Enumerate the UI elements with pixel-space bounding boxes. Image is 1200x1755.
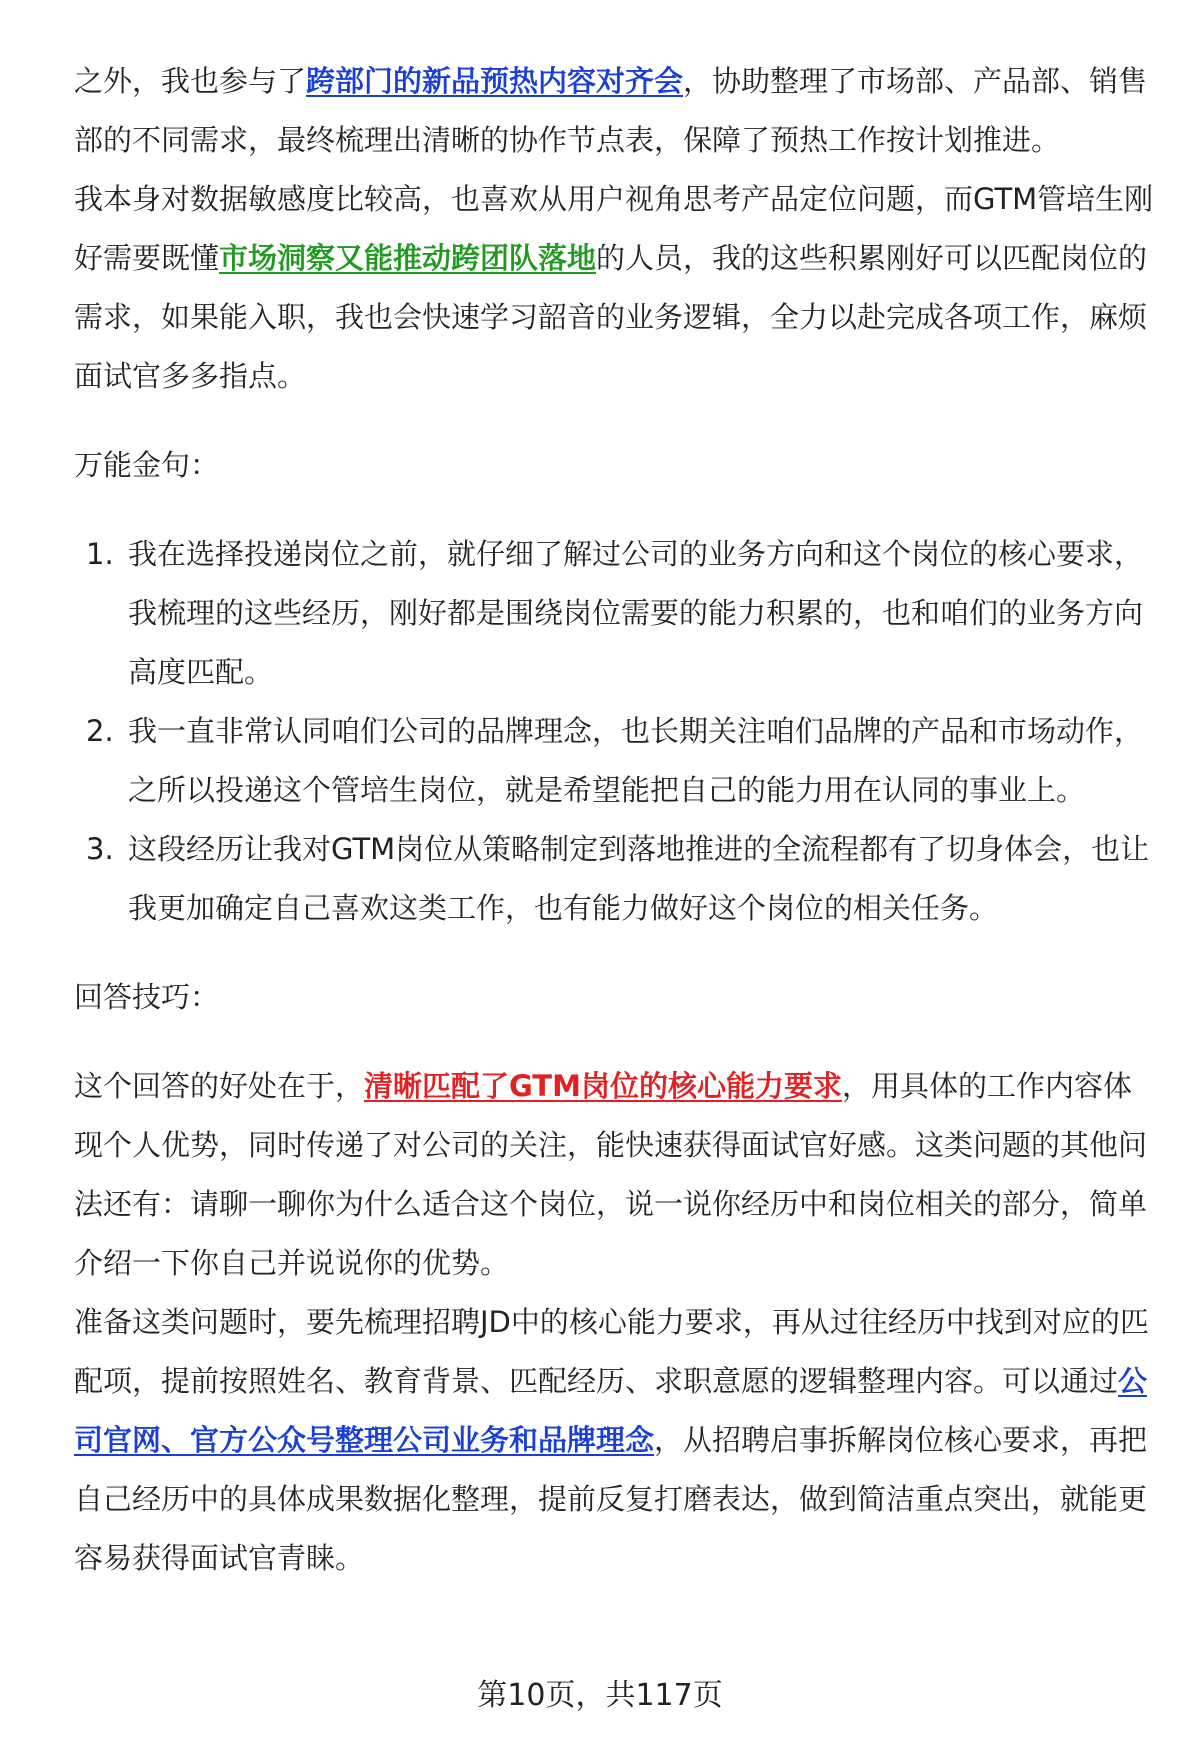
highlight-market-insight: 市场洞察又能推动跨团队落地 bbox=[219, 241, 597, 275]
text-segment: ，从招聘启事拆解岗位核心要求，再把自己经历中的具体成果数据化整理，提前反复打磨表达，做到简洁重点突出，就能更容易获得面试官青睐。 bbox=[74, 1423, 1148, 1575]
list-item-text: 我一直非常认同咱们公司的品牌理念，也长期关注咱们品牌的产品和市场动作，之所以投递这个管培生岗位，就是希望能把自己的能力用在认同的事业上。 bbox=[128, 714, 1144, 807]
highlight-company-research: 公司官网、官方公众号整理公司业务和品牌理念 bbox=[74, 1364, 1148, 1457]
text-segment: 这个回答的好处在于， bbox=[74, 1069, 365, 1103]
text-segment: ，用具体的工作内容体现个人优势，同时传递了对公司的关注，能快速获得面试官好感。这类问题的其他问法还有：请聊一聊你为什么适合这个岗位，说一说你经历中和岗位相关的部分，简单介绍一下你自己并说说你的优势。 bbox=[74, 1069, 1148, 1280]
list-number: 1. bbox=[86, 537, 114, 571]
golden-sentences-list bbox=[74, 525, 1156, 938]
list-item-text: 这段经历让我对GTM岗位从策略制定到落地推进的全流程都有了切身体会，也让我更加确定自己喜欢这类工作，也有能力做好这个岗位的相关任务。 bbox=[128, 832, 1150, 925]
page-number: 第10页，共117页 bbox=[477, 1678, 723, 1713]
list-item bbox=[74, 525, 1156, 702]
paragraph-cross-dept bbox=[74, 52, 1156, 170]
answer-tips-heading: 回答技巧： bbox=[74, 980, 220, 1014]
text-segment: 的人员，我的这些积累刚好可以匹配岗位的需求，如果能入职，我也会快速学习韶音的业务逻辑，全力以赴完成各项工作，麻烦面试官多多指点。 bbox=[74, 241, 1148, 393]
text-segment: 之外，我也参与了 bbox=[74, 64, 307, 98]
text-segment: 我本身对数据敏感度比较高，也喜欢从用户视角思考产品定位问题，而GTM管培生刚好需要既懂 bbox=[74, 182, 1154, 275]
list-number: 3. bbox=[86, 832, 114, 866]
text-segment: 准备这类问题时，要先梳理招聘JD中的核心能力要求，再从过往经历中找到对应的匹配项，提前按照姓名、教育背景、匹配经历、求职意愿的逻辑整理内容。可以通过 bbox=[74, 1305, 1149, 1398]
document-body bbox=[74, 52, 1156, 1588]
text-segment: ，协助整理了市场部、产品部、销售部的不同需求，最终梳理出清晰的协作节点表，保障了预热工作按计划推进。 bbox=[74, 64, 1148, 157]
list-item bbox=[74, 820, 1156, 938]
list-number: 2. bbox=[86, 714, 114, 748]
paragraph-preparation bbox=[74, 1293, 1156, 1588]
highlight-core-ability: 清晰匹配了GTM岗位的核心能力要求 bbox=[364, 1069, 842, 1103]
list-item-text: 我在选择投递岗位之前，就仔细了解过公司的业务方向和这个岗位的核心要求，我梳理的这些经历，刚好都是围绕岗位需要的能力积累的，也和咱们的业务方向高度匹配。 bbox=[128, 537, 1144, 689]
paragraph-data-sensitivity bbox=[74, 170, 1156, 406]
golden-sentences-heading: 万能金句： bbox=[74, 448, 220, 482]
paragraph-answer-benefits bbox=[74, 1057, 1156, 1293]
list-item bbox=[74, 702, 1156, 820]
highlight-cross-dept-meeting: 跨部门的新品预热内容对齐会 bbox=[306, 64, 684, 98]
